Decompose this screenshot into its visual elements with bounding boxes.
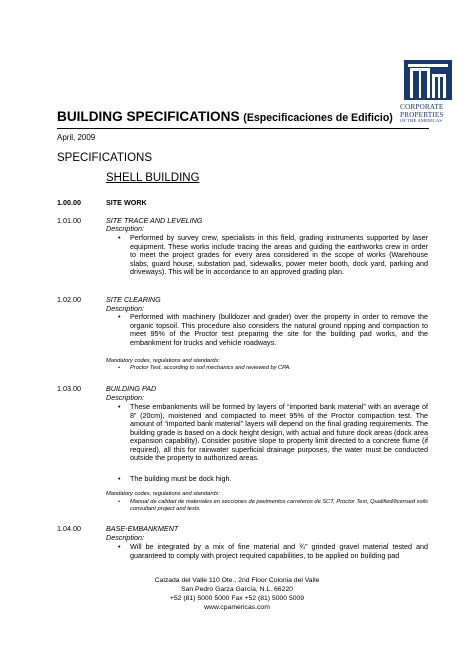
- bullet-text: Proctor Test, according to soil mechanics and reviewed by CPA.: [130, 365, 291, 371]
- section-title: SITE TRACE AND LEVELING: [106, 216, 203, 225]
- description-label: Description:: [106, 304, 144, 313]
- section-title: BUILDING PAD: [106, 384, 157, 393]
- section-number: 1.04.00: [57, 524, 81, 533]
- company-logo: [400, 60, 456, 124]
- footer-phone: +52 (81) 5000 5000 Fax +52 (81) 5000 5009: [169, 595, 305, 602]
- logo-line-2: PROPERTIES: [400, 109, 444, 119]
- footer-address: Calzada del Valle 110 Ote., 2nd Floor Colonia del Valle: [154, 577, 320, 584]
- description-label: Description:: [106, 533, 144, 542]
- document-date: April, 2009: [57, 133, 96, 142]
- bullet-icon: •: [118, 542, 121, 551]
- description-label: Description:: [106, 224, 144, 233]
- mandatory-codes-label: Mandatory codes, regulations and standards:: [106, 358, 220, 364]
- list-item: [106, 365, 428, 372]
- section-number: 1.02.00: [57, 295, 81, 304]
- title-text: BUILDING SPECIFICATIONS: [57, 109, 240, 124]
- section-title: BASE-EMBANKMENT: [106, 524, 179, 533]
- specifications-heading: SPECIFICATIONS: [57, 152, 152, 164]
- logo-line-3: OF THE AMERICAS: [400, 118, 442, 124]
- list-item: [106, 499, 428, 513]
- description-label: Description:: [106, 393, 144, 402]
- section-title: SITE WORK: [106, 198, 147, 207]
- bullet-text: Will be integrated by a mix of fine material and ¾” grinded gravel material tested and guaranteed to comply with project required capabilities, to be applied on building pad: [130, 542, 428, 560]
- section-title: SITE CLEARING: [106, 295, 161, 304]
- building-logo-icon: [400, 60, 456, 100]
- bullet-text: The building must be dock high.: [130, 474, 232, 483]
- list-item: [106, 403, 428, 463]
- logo-line-1: CORPORATE: [400, 102, 444, 111]
- page-footer: [0, 576, 474, 612]
- section-number: 1.00.00: [57, 198, 81, 207]
- bullet-text: Manual de calidad de materiales en secciones de pavimentos carreteros de SCT, Proctor Test, Qualified/licensed soils consultant project and tests.: [130, 499, 428, 512]
- bullet-text: Performed by survey crew, specialists in this field, grading instruments supported by laser equipment. These works include tracing the areas and guiding the earthworks crew in order to meet the project grades for every area considered in the scope of works (Warehouse slabs, guard house, substation pad, sidewalks, power meter booth, dock yard, parking and driveways). This will be in accordance to an approved grading plan.: [130, 233, 428, 276]
- section-number: 1.03.00: [57, 384, 81, 393]
- shell-building-heading: SHELL BUILDING: [106, 172, 200, 184]
- list-item: [106, 234, 428, 277]
- section-number: 1.01.00: [57, 216, 81, 225]
- footer-city: San Pedro Garza García, N.L. 66220: [181, 586, 293, 593]
- list-item: [106, 543, 428, 560]
- bullet-icon: •: [118, 474, 121, 483]
- bullet-icon: •: [118, 233, 121, 242]
- mandatory-codes-label: Mandatory codes, regulations and standards:: [106, 491, 220, 497]
- bullet-icon: •: [118, 312, 121, 321]
- bullet-text: Performed with machinery (bulldozer and grader) over the property in order to remove the organic topsoil. This procedure also considers the natural ground ripping and compaction to meet 95% of the Proctor test preparing the site for the building pad works, and the embankment for trucks and vehicle roadways.: [130, 312, 428, 347]
- list-item: [106, 313, 428, 347]
- bullet-icon: •: [118, 365, 120, 371]
- bullet-icon: •: [118, 499, 120, 505]
- bullet-text: These embankments will be formed by layers of “imported bank material” with an average of 8” (20cm), moistened and compacted to meet 95% of the Proctor compaction test. The amount of “imported bank material” layers will depend on the final grading requirements. The building grade is based on a dock height design, with actual and future dock areas (dock area expansion capability). Consider positive slope to property limit directed to a concrete flume (if required), all this for rainwater superficial drainage purposes, the water must be conducted outside the property to authorized areas.: [130, 402, 428, 462]
- list-item: [106, 475, 428, 484]
- bullet-icon: •: [118, 402, 121, 411]
- page-title: [57, 109, 393, 124]
- title-subtitle: (Especificaciones de Edificio): [243, 112, 393, 124]
- title-rule: [57, 128, 429, 129]
- footer-website-link[interactable]: www.cpamericas.com: [204, 604, 270, 611]
